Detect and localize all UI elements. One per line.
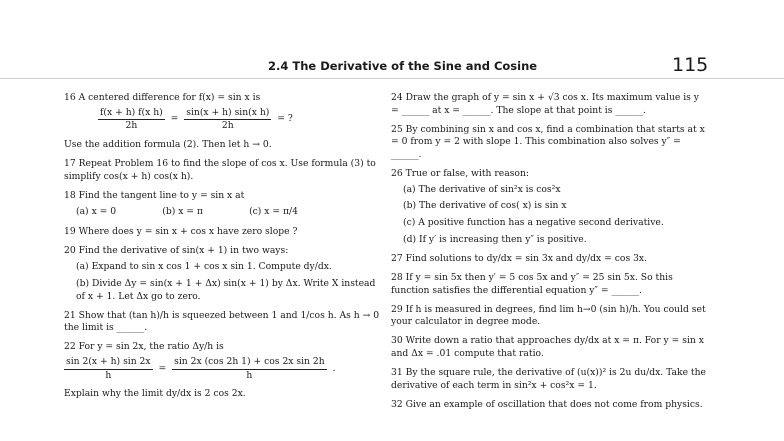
problem-18-c: (c) x = π/4 [249,206,298,218]
fraction-a [98,107,165,133]
problem-18-b: (b) x = π [162,206,203,218]
problem-25: 25 By combining sin x and cos x, find a combination that starts at x = 0 from y = 2 with slope 1. This combination also solves y″ = ______. [391,123,705,160]
problem-26-c: (c) A positive function has a negative second derivative. [403,216,664,228]
fraction-c-denominator: h [105,369,112,381]
problem-29: 29 If h is measured in degrees, find lim h→0 (sin h)/h. You could set your calculator in degree mode. [391,303,706,328]
problem-20-a: (a) Expand to sin x cos 1 + cos x sin 1. Compute dy/dx. [76,261,332,273]
page-number: 115 [672,54,709,76]
problem-16-instruction: Use the addition formula (2). Then let h → 0. [64,138,272,150]
problem-18-a: (a) x = 0 [76,206,117,218]
left-column [64,92,382,407]
problem-20-text: 20 Find the derivative of sin(x + 1) in two ways: [64,244,289,256]
fraction-b-numerator: sin(x + h) sin(x h) [184,107,271,121]
problem-16 [64,92,382,151]
problem-21: 21 Show that (tan h)/h is squeezed between 1 and 1/cos h. As h → 0 the limit is ______. [64,309,380,334]
problem-26-d: (d) If y′ is increasing then y″ is positive. [403,233,587,245]
equals-sign: = [158,362,167,374]
fraction-d [172,356,327,382]
fraction-c [64,356,153,382]
centered-difference-formula [98,107,382,133]
problem-30: 30 Write down a ratio that approaches dy/dx at x = π. For y = sin x and Δx = .01 compute that ratio. [391,335,704,360]
fraction-a-denominator: 2h [125,120,138,132]
fraction-b [184,107,271,133]
problem-28: 28 If y = sin 5x then y′ = 5 cos 5x and y″ = 25 sin 5x. So this function satisfies the differential equation y″ = ______. [391,271,673,296]
fraction-a-numerator: f(x + h) f(x h) [98,107,165,121]
fraction-b-denominator: 2h [221,120,234,132]
question-mark: = ? [277,113,293,125]
equals-sign: = [170,113,179,125]
right-column [391,92,709,418]
period: . [332,362,336,374]
problem-18-parts [64,206,298,219]
problem-18-text: 18 Find the tangent line to y = sin x at [64,189,245,201]
problem-26-b: (b) The derivative of cos( x) is sin x [403,200,567,212]
problem-27: 27 Find solutions to dy/dx = sin 3x and dy/dx = cos 3x. [391,252,648,264]
difference-quotient-formula [64,356,382,382]
problem-32: 32 Give an example of oscillation that does not come from physics. [391,399,703,411]
problem-24: 24 Draw the graph of y = sin x + √3 cos x. Its maximum value is y = ______ at x = ______. The slope at that point is ______. [391,92,699,116]
problem-26 [391,168,709,246]
problem-22-instruction: Explain why the limit dy/dx is 2 cos 2x. [64,388,246,400]
problem-17: 17 Repeat Problem 16 to find the slope of cos x. Use formula (3) to simplify cos(x + h) cos(x h). [64,157,376,182]
fraction-d-denominator: h [246,369,253,381]
page-header [0,56,784,79]
problem-26-text: 26 True or false, with reason: [391,168,529,180]
problem-20-b: (b) Divide Δy = sin(x + 1 + Δx) sin(x + 1) by Δx. Write X instead of x + 1. Let Δx go to zero. [76,277,376,302]
problem-31: 31 By the square rule, the derivative of (u(x))² is 2u du/dx. Take the derivative of each term in sin²x + cos²x = 1. [391,367,706,391]
section-title: 2.4 The Derivative of the Sine and Cosine [268,59,538,73]
fraction-d-numerator: sin 2x (cos 2h 1) + cos 2x sin 2h [172,356,327,370]
problem-20 [64,245,382,303]
problem-19: 19 Where does y = sin x + cos x have zero slope ? [64,225,298,237]
problem-22-text: 22 For y = sin 2x, the ratio Δy/h is [64,341,224,353]
fraction-c-numerator: sin 2(x + h) sin 2x [64,356,153,370]
problem-26-a: (a) The derivative of sin²x is cos²x [403,183,561,195]
problem-18 [64,190,382,219]
problem-22 [64,341,382,400]
problem-16-text: 16 A centered difference for f(x) = sin x is [64,92,261,103]
